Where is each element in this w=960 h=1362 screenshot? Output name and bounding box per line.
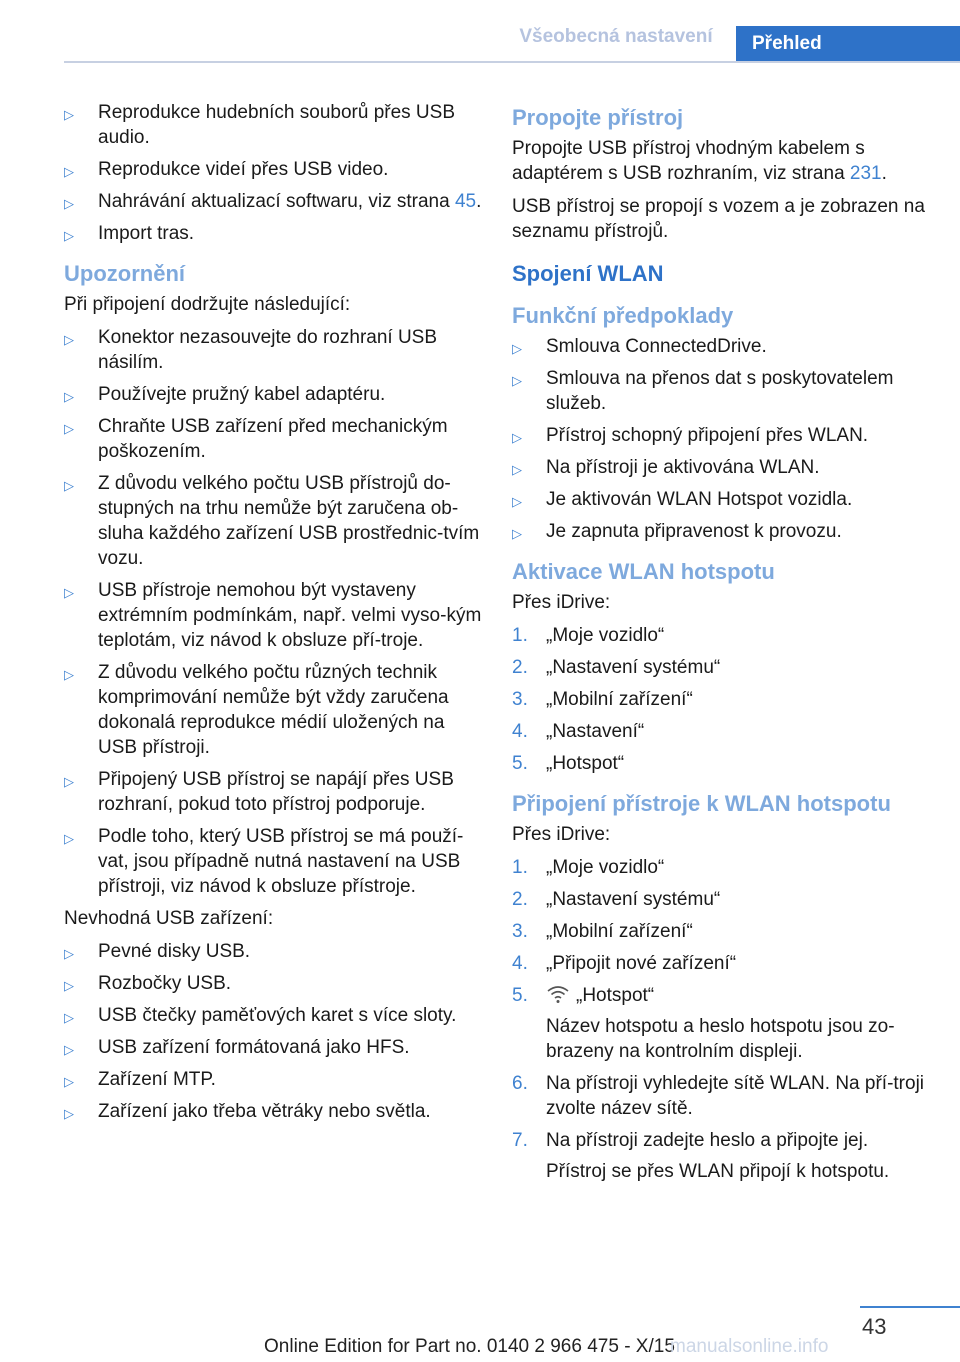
list-item: ▷ Smlouva na přenos dat s poskytovatelem služeb. xyxy=(512,368,894,414)
list-item: ▷ Na přístroji je aktivována WLAN. xyxy=(512,455,928,480)
header-section-title: Všeobecná nastavení xyxy=(519,26,713,47)
left-column xyxy=(64,100,484,1131)
step-item: 1. „Moje vozidlo“ xyxy=(512,857,665,878)
notes-list xyxy=(64,325,484,899)
list-item: ▷ Pevné disky USB. xyxy=(64,939,484,964)
list-item: ▷ Reprodukce videí přes USB video. xyxy=(64,157,484,182)
triangle-right-icon: ▷ xyxy=(64,1106,74,1121)
triangle-right-icon: ▷ xyxy=(64,978,74,993)
triangle-right-icon: ▷ xyxy=(64,389,74,404)
notes-intro: Při připojení dodržujte následující: xyxy=(64,294,351,315)
step-note: Název hotspotu a heslo hotspotu jsou zo‐brazeny na kontrolním displeji. xyxy=(546,1016,895,1062)
activate-steps-list xyxy=(512,623,928,776)
pair-steps-list xyxy=(512,855,928,1184)
list-item: ▷ Smlouva ConnectedDrive. xyxy=(512,334,928,359)
triangle-right-icon: ▷ xyxy=(64,946,74,961)
list-item: ▷ Konektor nezasouvejte do rozhraní USB násilím. xyxy=(64,327,438,373)
unsuitable-intro: Nevhodná USB zařízení: xyxy=(64,908,274,929)
step-item: 7. Na přístroji zadejte heslo a připojte jej. Přístroj se přes WLAN připojí k hotspotu. xyxy=(512,1128,928,1184)
list-item: ▷ USB přístroje nemohou být vystaveny extrémním podmínkám, např. velmi vyso‐kým teplotám, viz návod k obsluze pří‐troje. xyxy=(64,580,482,651)
triangle-right-icon: ▷ xyxy=(512,494,522,509)
footer-accent-line xyxy=(860,1306,960,1308)
list-item: ▷ Z důvodu velkého počtu USB přístrojů do‐stupných na trhu nemůže být zaručena ob‐sluha každého zařízení USB prostřednic‐tvím vozu. xyxy=(64,473,480,569)
section-heading-connect: Propojte přístroj xyxy=(512,105,684,130)
triangle-right-icon: ▷ xyxy=(512,462,522,477)
triangle-right-icon: ▷ xyxy=(64,332,74,347)
list-item: ▷ Používejte pružný kabel adaptéru. xyxy=(64,382,484,407)
list-item: ▷ Rozbočky USB. xyxy=(64,971,484,996)
page-link-45[interactable]: 45 xyxy=(454,191,477,212)
list-item: ▷ USB zařízení formátovaná jako HFS. xyxy=(64,1035,484,1060)
step-item: 4. „Nastavení“ xyxy=(512,721,645,742)
triangle-right-icon: ▷ xyxy=(64,831,74,846)
triangle-right-icon: ▷ xyxy=(64,228,74,243)
list-item: ▷ Zařízení MTP. xyxy=(64,1067,484,1092)
step-item: 2. „Nastavení systému“ xyxy=(512,889,721,910)
triangle-right-icon: ▷ xyxy=(64,196,74,211)
step-item: 2. „Nastavení systému“ xyxy=(512,657,721,678)
section-heading-pair-device: Připojení přístroje k WLAN hotspotu xyxy=(512,791,891,816)
list-item: ▷ Import tras. xyxy=(64,221,484,246)
step-item: 6. Na přístroji vyhledejte sítě WLAN. Na pří‐troji zvolte název sítě. xyxy=(512,1073,925,1119)
step-item: 3. „Mobilní zařízení“ xyxy=(512,689,693,710)
list-item: ▷ Přístroj schopný připojení přes WLAN. xyxy=(512,423,928,448)
list-item: ▷ Podle toho, který USB přístroj se má použí‐vat, jsou případně nutná nastavení na USB přístroji, viz návod k obsluze přístroje. xyxy=(64,826,464,897)
triangle-right-icon: ▷ xyxy=(64,478,74,493)
step-item: 1. „Moje vozidlo“ xyxy=(512,625,665,646)
triangle-right-icon: ▷ xyxy=(512,526,522,541)
step-item: 5. „Hotspot“ Název hotspotu a heslo hotspotu jsou zo‐brazeny na kontrolním displeji. xyxy=(512,983,928,1064)
triangle-right-icon: ▷ xyxy=(64,1074,74,1089)
header-divider xyxy=(64,61,960,63)
step-item: 5. „Hotspot“ xyxy=(512,753,625,774)
triangle-right-icon: ▷ xyxy=(512,341,522,356)
list-item: ▷ Zařízení jako třeba větráky nebo světla. xyxy=(64,1099,484,1124)
requirements-list xyxy=(512,334,928,544)
step-item: 3. „Mobilní zařízení“ xyxy=(512,921,693,942)
list-item: ▷ Připojený USB přístroj se napájí přes USB rozhraní, pokud toto přístroj podporuje. xyxy=(64,769,454,815)
list-item: ▷ Z důvodu velkého počtu různých technik komprimování nemůže být vždy zaručena dokonalá reprodukce médií uložených na USB přístroji. xyxy=(64,662,449,758)
list-item: ▷ Je zapnuta připravenost k provozu. xyxy=(512,519,928,544)
page-number: 43 xyxy=(862,1314,887,1339)
step-item: 4. „Připojit nové zařízení“ xyxy=(512,953,737,974)
section-heading-notes: Upozornění xyxy=(64,261,185,286)
triangle-right-icon: ▷ xyxy=(512,373,522,388)
triangle-right-icon: ▷ xyxy=(64,585,74,600)
list-item: ▷ Nahrávání aktualizací softwaru, viz strana 45. xyxy=(64,189,484,214)
list-item: ▷ Je aktivován WLAN Hotspot vozidla. xyxy=(512,487,928,512)
connect-paragraph: Propojte USB přístroj vhodným kabelem s adaptérem s USB rozhraním, viz strana 231. xyxy=(512,138,887,184)
edition-note: Online Edition for Part no. 0140 2 966 475 - X/15 xyxy=(264,1336,675,1357)
triangle-right-icon: ▷ xyxy=(512,430,522,445)
triangle-right-icon: ▷ xyxy=(64,1010,74,1025)
watermark: manualsonline.info xyxy=(670,1336,829,1357)
list-item: ▷ USB čtečky paměťových karet s více sloty. xyxy=(64,1003,484,1028)
section-heading-requirements: Funkční předpoklady xyxy=(512,303,734,328)
triangle-right-icon: ▷ xyxy=(64,421,74,436)
triangle-right-icon: ▷ xyxy=(64,774,74,789)
via-idrive-label-2: Přes iDrive: xyxy=(512,824,611,845)
wifi-icon xyxy=(546,984,570,1004)
page-header xyxy=(0,0,960,64)
unsuitable-devices-list xyxy=(64,939,484,1124)
triangle-right-icon: ▷ xyxy=(64,1042,74,1057)
list-item: ▷ Chraňte USB zařízení před mechanickým poškozením. xyxy=(64,416,448,462)
section-heading-activate-hotspot: Aktivace WLAN hotspotu xyxy=(512,559,775,584)
via-idrive-label: Přes iDrive: xyxy=(512,592,611,613)
step-note: Přístroj se přes WLAN připojí k hotspotu. xyxy=(546,1161,890,1182)
right-column xyxy=(512,100,928,1191)
triangle-right-icon: ▷ xyxy=(64,667,74,682)
usb-features-list xyxy=(64,100,484,246)
header-tab[interactable]: Přehled xyxy=(736,26,960,62)
triangle-right-icon: ▷ xyxy=(64,107,74,122)
list-item: ▷ Reprodukce hudebních souborů přes USB audio. xyxy=(64,102,456,148)
section-heading-wlan: Spojení WLAN xyxy=(512,261,664,286)
page-link-231[interactable]: 231 xyxy=(849,163,882,184)
triangle-right-icon: ▷ xyxy=(64,164,74,179)
connect-paragraph-2: USB přístroj se propojí s vozem a je zobrazen na seznamu přístrojů. xyxy=(512,196,925,242)
